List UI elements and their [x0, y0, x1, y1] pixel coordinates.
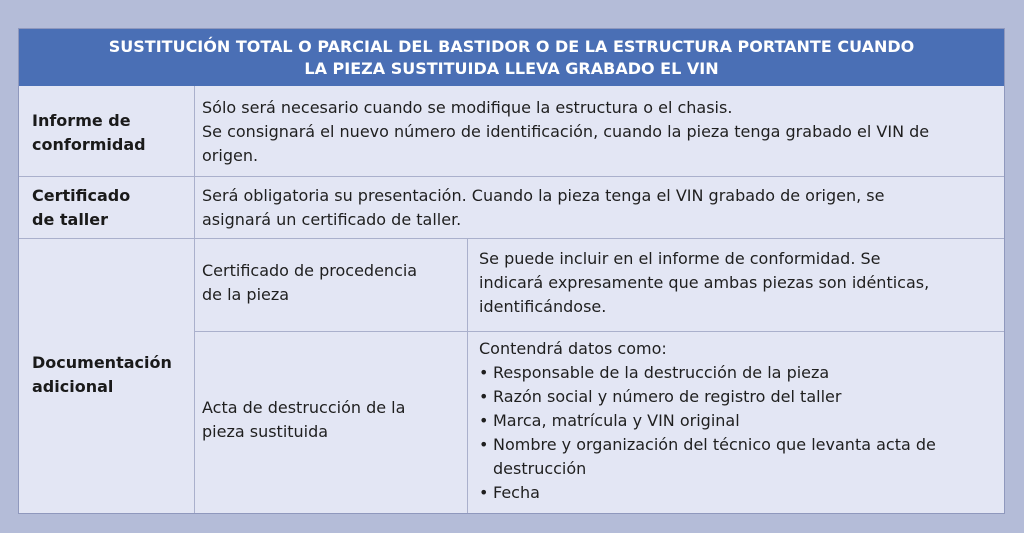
list-item: • Marca, matrícula y VIN original	[479, 409, 999, 433]
text-informe-conformidad: Sólo será necesario cuando se modifique la estructura o el chasis. Se consignará el nuevo número de identificación, cuando la pieza tenga grabado el VIN de origen.	[202, 98, 930, 165]
table-header	[19, 29, 1004, 86]
text-acta-destruccion	[479, 337, 999, 505]
acta-bullet-list	[479, 361, 999, 505]
list-item: • Responsable de la destrucción de la pieza	[479, 361, 999, 385]
text-certificado-procedencia: Se puede incluir en el informe de conformidad. Se indicará expresamente que ambas piezas son idénticas, identificándose.	[479, 249, 930, 316]
label-informe-conformidad: Informe de conformidad	[32, 111, 146, 154]
title-line-1: SUSTITUCIÓN TOTAL O PARCIAL DEL BASTIDOR O DE LA ESTRUCTURA PORTANTE CUANDO	[108, 36, 915, 56]
name-certificado-procedencia: Certificado de procedencia de la pieza	[202, 261, 418, 304]
document-table	[18, 28, 1005, 514]
title-line-2: LA PIEZA SUSTITUIDA LLEVA GRABADO EL VIN	[304, 58, 719, 78]
column-divider	[194, 86, 195, 513]
row-divider	[194, 331, 1004, 332]
list-item: • Razón social y número de registro del taller	[479, 385, 999, 409]
acta-intro: Contendrá datos como:	[479, 339, 667, 358]
row-divider	[19, 176, 1004, 177]
text-certificado-taller: Será obligatoria su presentación. Cuando la pieza tenga el VIN grabado de origen, se asignará un certificado de taller.	[202, 186, 885, 229]
list-item: • Fecha	[479, 481, 999, 505]
list-item: • Nombre y organización del técnico que levanta acta de destrucción	[479, 433, 999, 481]
row-divider	[19, 238, 1004, 239]
name-acta-destruccion: Acta de destrucción de la pieza sustituida	[202, 398, 406, 441]
column-divider	[467, 238, 468, 513]
label-certificado-taller: Certificado de taller	[32, 186, 131, 229]
label-documentacion-adicional: Documentación adicional	[32, 353, 172, 396]
